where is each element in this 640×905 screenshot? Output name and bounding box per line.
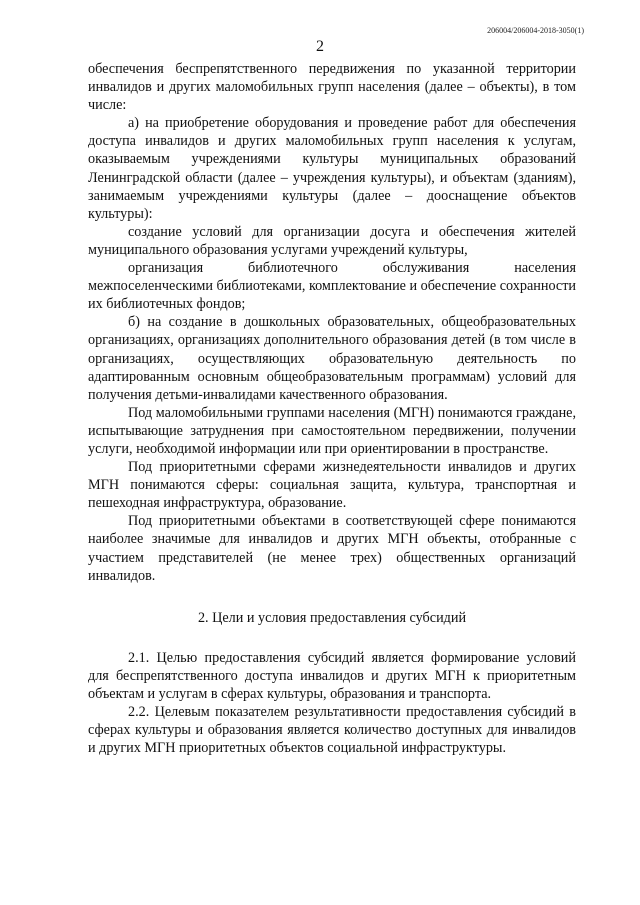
- paragraph-item-a: а) на приобретение оборудования и проведение работ для обеспечения доступа инвалидов и других маломобильных групп населения к услугам, оказываемым учреждениями культуры муниципальных образований Ленинградской области (далее – учреждения культуры), и объектам (зданиям), занимаемым учреждениями культуры (далее – дооснащение объектов культуры):: [88, 115, 576, 222]
- paragraph-priority-objects: Под приоритетными объектами в соответствующей сфере понимаются наиболее значимые для инвалидов и других МГН объекты, отобранные с участием представителей (не менее трех) общественных организаций инвалидов.: [88, 513, 576, 584]
- paragraph-mgn-definition: Под маломобильными группами населения (МГН) понимаются граждане, испытывающие затруднения при самостоятельном передвижении, получении услуги, необходимой информации или при ориентировании в пространстве.: [88, 404, 576, 457]
- paragraph-library: организация библиотечного обслуживания населения межпоселенческими библиотеками, комплектование и обеспечение сохранности их библиотечных фондов;: [88, 260, 576, 313]
- paragraph-intro: обеспечения беспрепятственного передвижения по указанной территории инвалидов и других маломобильных групп населения (далее – объекты), в том числе:: [88, 61, 576, 114]
- page-number: 2: [316, 38, 324, 55]
- section-heading: 2. Цели и условия предоставления субсидий: [197, 609, 467, 626]
- paragraph-item-b: б) на создание в дошкольных образовательных, общеобразовательных организациях, организациях дополнительного образования детей (в том числе в организациях, осуществляющих образовательную деятельность по адаптированным основным общеобразовательным программам) условий для получения детьми-инвалидами качественного образования.: [88, 314, 576, 403]
- paragraph-2-2: 2.2. Целевым показателем результативности предоставления субсидий в сферах культуры и образования является количество доступных для инвалидов и других МГН приоритетных объектов социальной инфраструктуры.: [88, 704, 576, 757]
- paragraph-leisure: создание условий для организации досуга и обеспечения жителей муниципального образования услугами учреждений культуры,: [88, 223, 576, 258]
- document-body: [88, 60, 576, 757]
- paragraph-2-1: 2.1. Целью предоставления субсидий является формирование условий для беспрепятственного доступа инвалидов и других МГН к приоритетным объектам и услугам в сферах культуры, образования и транспорта.: [88, 649, 576, 702]
- paragraph-priority-spheres: Под приоритетными сферами жизнедеятельности инвалидов и других МГН понимаются сферы: социальная защита, культура, транспортная и пешеходная инфраструктура, образование.: [88, 459, 576, 512]
- document-id: 206004/206004-2018-3050(1): [487, 26, 584, 35]
